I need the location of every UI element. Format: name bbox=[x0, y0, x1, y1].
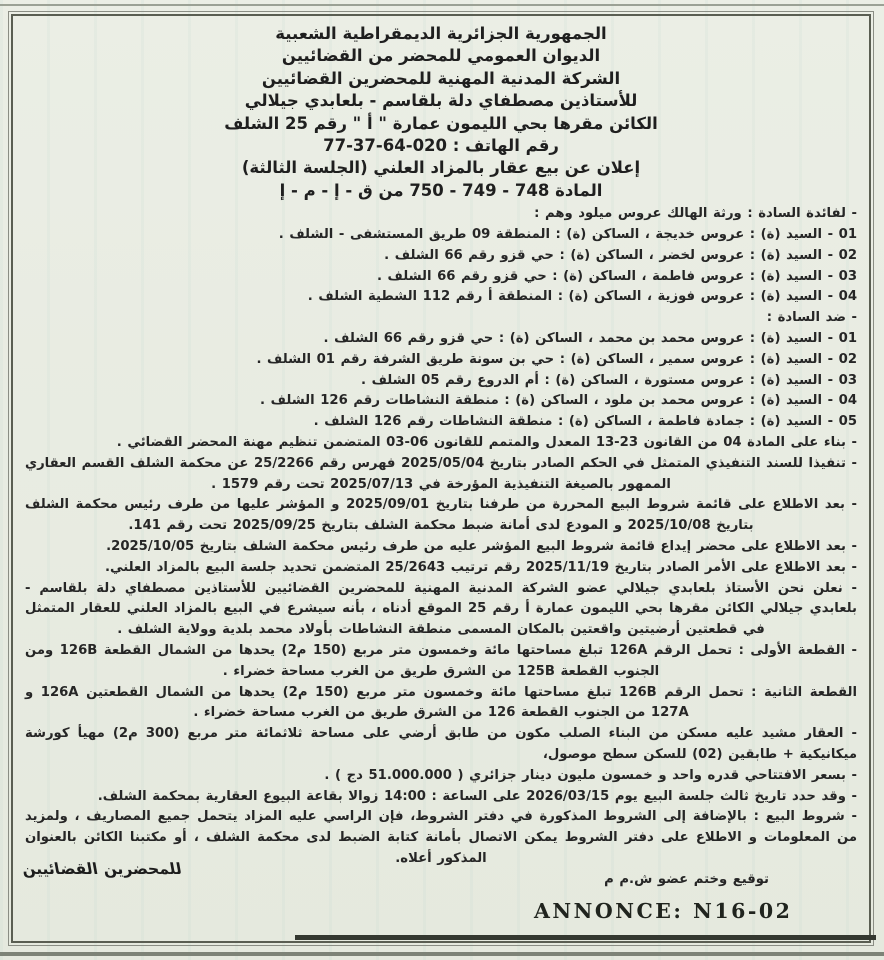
header-bailiffs-names: للأستاذين مصطفاي دلة بلقاسم - بلعابدي جيلالي bbox=[244, 91, 638, 111]
header-office-address: الكائن مقرها بحي الليمون عمارة " أ " رقم 25 الشلف bbox=[224, 113, 658, 133]
legal-basis-clause: - بناء على المادة 04 من القانون 23-13 المعدل والمتمم للقانون 06-03 المتضمن تنظيم مهنة المحضر القضائي . bbox=[116, 435, 857, 451]
sale-terms-clause: - شروط البيع : بالإضافة إلى الشروط المذكورة في دفتر الشروط، فإن الراسي عليه المزاد يتحمل جميع المصاريف ، ولمزيد من المعلومات و الاطلاع على دفتر الشروط يمكن الاتصال بأمانة كتابة الضبط لدى محكمة الشلف ، أو مكتبنا الكائن بالعنوان المذكور أعلاه. bbox=[25, 809, 857, 866]
header-office-title: الديوان العمومي للمحضر من القضائيين bbox=[281, 46, 601, 66]
plot-two-description: القطعة الثانية : تحمل الرقم 126B تبلغ مساحتها مائة وخمسون متر مربع (150 م2) يحدها من الشمال القطعتين 126A و 127A من الجنوب القطعة 126 من الشرق طريق من الغرب مساحة خضراء . bbox=[25, 684, 858, 721]
defendant-item-2: 02 - السيد (ة) : عروس سمير ، الساكن (ة) : حي بن سونة طريق الشرفة رقم 01 الشلف . bbox=[256, 351, 857, 367]
sale-declaration-clause: - نعلن نحن الأستاذ بلعابدي جيلالي عضو الشركة المدنية المهنية للمحضرين القضائيين للأستاذين مصطفاي دلة بلقاسم - بلعابدي جيلالي الكائن مقرها بحي الليمون عمارة أ رقم 25 الموقع أدناه ، بأنه سيشرع في البيع بالمزاد العلني للعقار المتمثل في قطعتين أرضيتين واقعتين بالمكان المسمى منطقة النشاطات بأولاد محمد بلدية وولاية الشلف . bbox=[25, 580, 857, 638]
beneficiary-item-2: 02 - السيد (ة) : عروس لخضر ، الساكن (ة) : حي قزو رقم 66 الشلف . bbox=[384, 247, 857, 263]
beneficiaries-heading: - لفائدة السادة : ورثة الهالك عروس ميلود وهم : bbox=[534, 206, 857, 222]
property-description: - العقار مشيد عليه مسكن من البناء الصلب مكون من طابق أرضي على مساحة ثلاثمائة متر مربع (300 م2) مهيأ كورشة ميكانيكية + طابقين (02) للسكن سطح موصول، bbox=[25, 726, 857, 762]
announcement-content-area bbox=[11, 14, 871, 943]
opening-price-clause: - بسعر الافتتاحي قدره واحد و خمسون مليون دينار جزائري ( 51.000.000 دج ) . bbox=[324, 767, 857, 783]
defendant-item-3: 03 - السيد (ة) : عروس مستورة ، الساكن (ة) : أم الدروع رقم 05 الشلف . bbox=[360, 372, 857, 388]
defendants-heading: - ضد السادة : bbox=[766, 310, 857, 326]
document-header bbox=[25, 20, 857, 202]
signature-stamp-note: توقيع وختم عضو ش.م م bbox=[604, 871, 769, 887]
defendant-item-4: 04 - السيد (ة) : عروس محمد بن ملود ، الساكن (ة) : منطقة النشاطات رقم 126 الشلف . bbox=[260, 393, 857, 409]
header-phone-number: رقم الهاتف : 020-64-37-77 bbox=[323, 136, 559, 156]
scan-edge-line-top bbox=[0, 4, 884, 6]
header-republic-title: الجمهورية الجزائرية الديمقراطية الشعبية bbox=[275, 24, 607, 43]
annonce-number: ANNONCE: N16-02 bbox=[534, 899, 793, 923]
beneficiary-item-4: 04 - السيد (ة) : عروس فوزية ، الساكن (ة) : المنطقة أ رقم 112 الشطية الشلف . bbox=[307, 289, 857, 305]
bailiffs-signature-text: للمحضرين القضائيين bbox=[20, 860, 184, 878]
header-auction-title: إعلان عن بيع عقار بالمزاد العلني (الجلسة الثالثة) bbox=[241, 158, 641, 178]
beneficiary-item-1: 01 - السيد (ة) : عروس خديجة ، الساكن (ة) : المنطقة 09 طريق المستشفى - الشلف . bbox=[278, 227, 857, 243]
deposit-report-clause: - بعد الاطلاع على محضر إيداع قائمة شروط البيع المؤشر عليه من طرف رئيس محكمة الشلف بتاريخ 2025/10/05. bbox=[106, 539, 857, 554]
sale-conditions-list-clause: - بعد الاطلاع على قائمة شروط البيع المحررة من طرفنا بتاريخ 2025/09/01 و المؤشر عليها من طرف رئيس محكمة الشلف بتاريخ 2025/10/08 و المودع لدى أمانة ضبط محكمة الشلف بتاريخ 2025/09/25 تحت رقم 141. bbox=[25, 497, 857, 534]
beneficiary-item-3: 03 - السيد (ة) : عروس فاطمة ، الساكن (ة) : حي قزو رقم 66 الشلف . bbox=[376, 268, 857, 284]
session-order-clause: - بعد الاطلاع على الأمر الصادر بتاريخ 2025/11/19 رقم ترتيب 25/2643 المتضمن تحديد جلسة البيع بالمزاد العلني. bbox=[104, 559, 857, 575]
executive-title-clause: - تنفيذا للسند التنفيذي المتمثل في الحكم الصادر بتاريخ 2025/05/04 فهرس رقم 25/2266 عن محكمة الشلف القسم العقاري الممهور بالصيغة التنفيذية المؤرخة في 2025/07/13 تحت رقم 1579 . bbox=[25, 455, 858, 492]
header-legal-articles: المادة 748 - 749 - 750 من ق - إ - م - إ bbox=[279, 180, 603, 200]
scan-edge-line-bottom bbox=[0, 952, 884, 956]
defendant-item-1: 01 - السيد (ة) : عروس محمد بن محمد ، الساكن (ة) : حي قزو رقم 66 الشلف . bbox=[323, 331, 857, 347]
announcement-border-frame bbox=[8, 11, 874, 946]
plot-one-description: - القطعة الأولى : تحمل الرقم 126A تبلغ مساحتها مائة وخمسون متر مربع (150 م2) يحدها من الشمال القطعة 126B ومن الجنوب القطعة 125B من الشرق طريق من الغرب مساحة خضراء . bbox=[25, 642, 857, 679]
annonce-underline-rule bbox=[295, 935, 876, 940]
defendant-item-5: 05 - السيد (ة) : جمادة فاطمة ، الساكن (ة) : منطقة النشاطات رقم 126 الشلف . bbox=[313, 414, 857, 430]
document-body bbox=[25, 204, 857, 890]
session-date-clause: - وقد حدد تاريخ ثالث جلسة البيع يوم 2026/03/15 على الساعة : 14:00 زوالا بقاعة البيوع العقارية بمحكمة الشلف. bbox=[97, 788, 857, 804]
header-company-title: الشركة المدنية المهنية للمحضرين القضائيين bbox=[261, 68, 621, 88]
